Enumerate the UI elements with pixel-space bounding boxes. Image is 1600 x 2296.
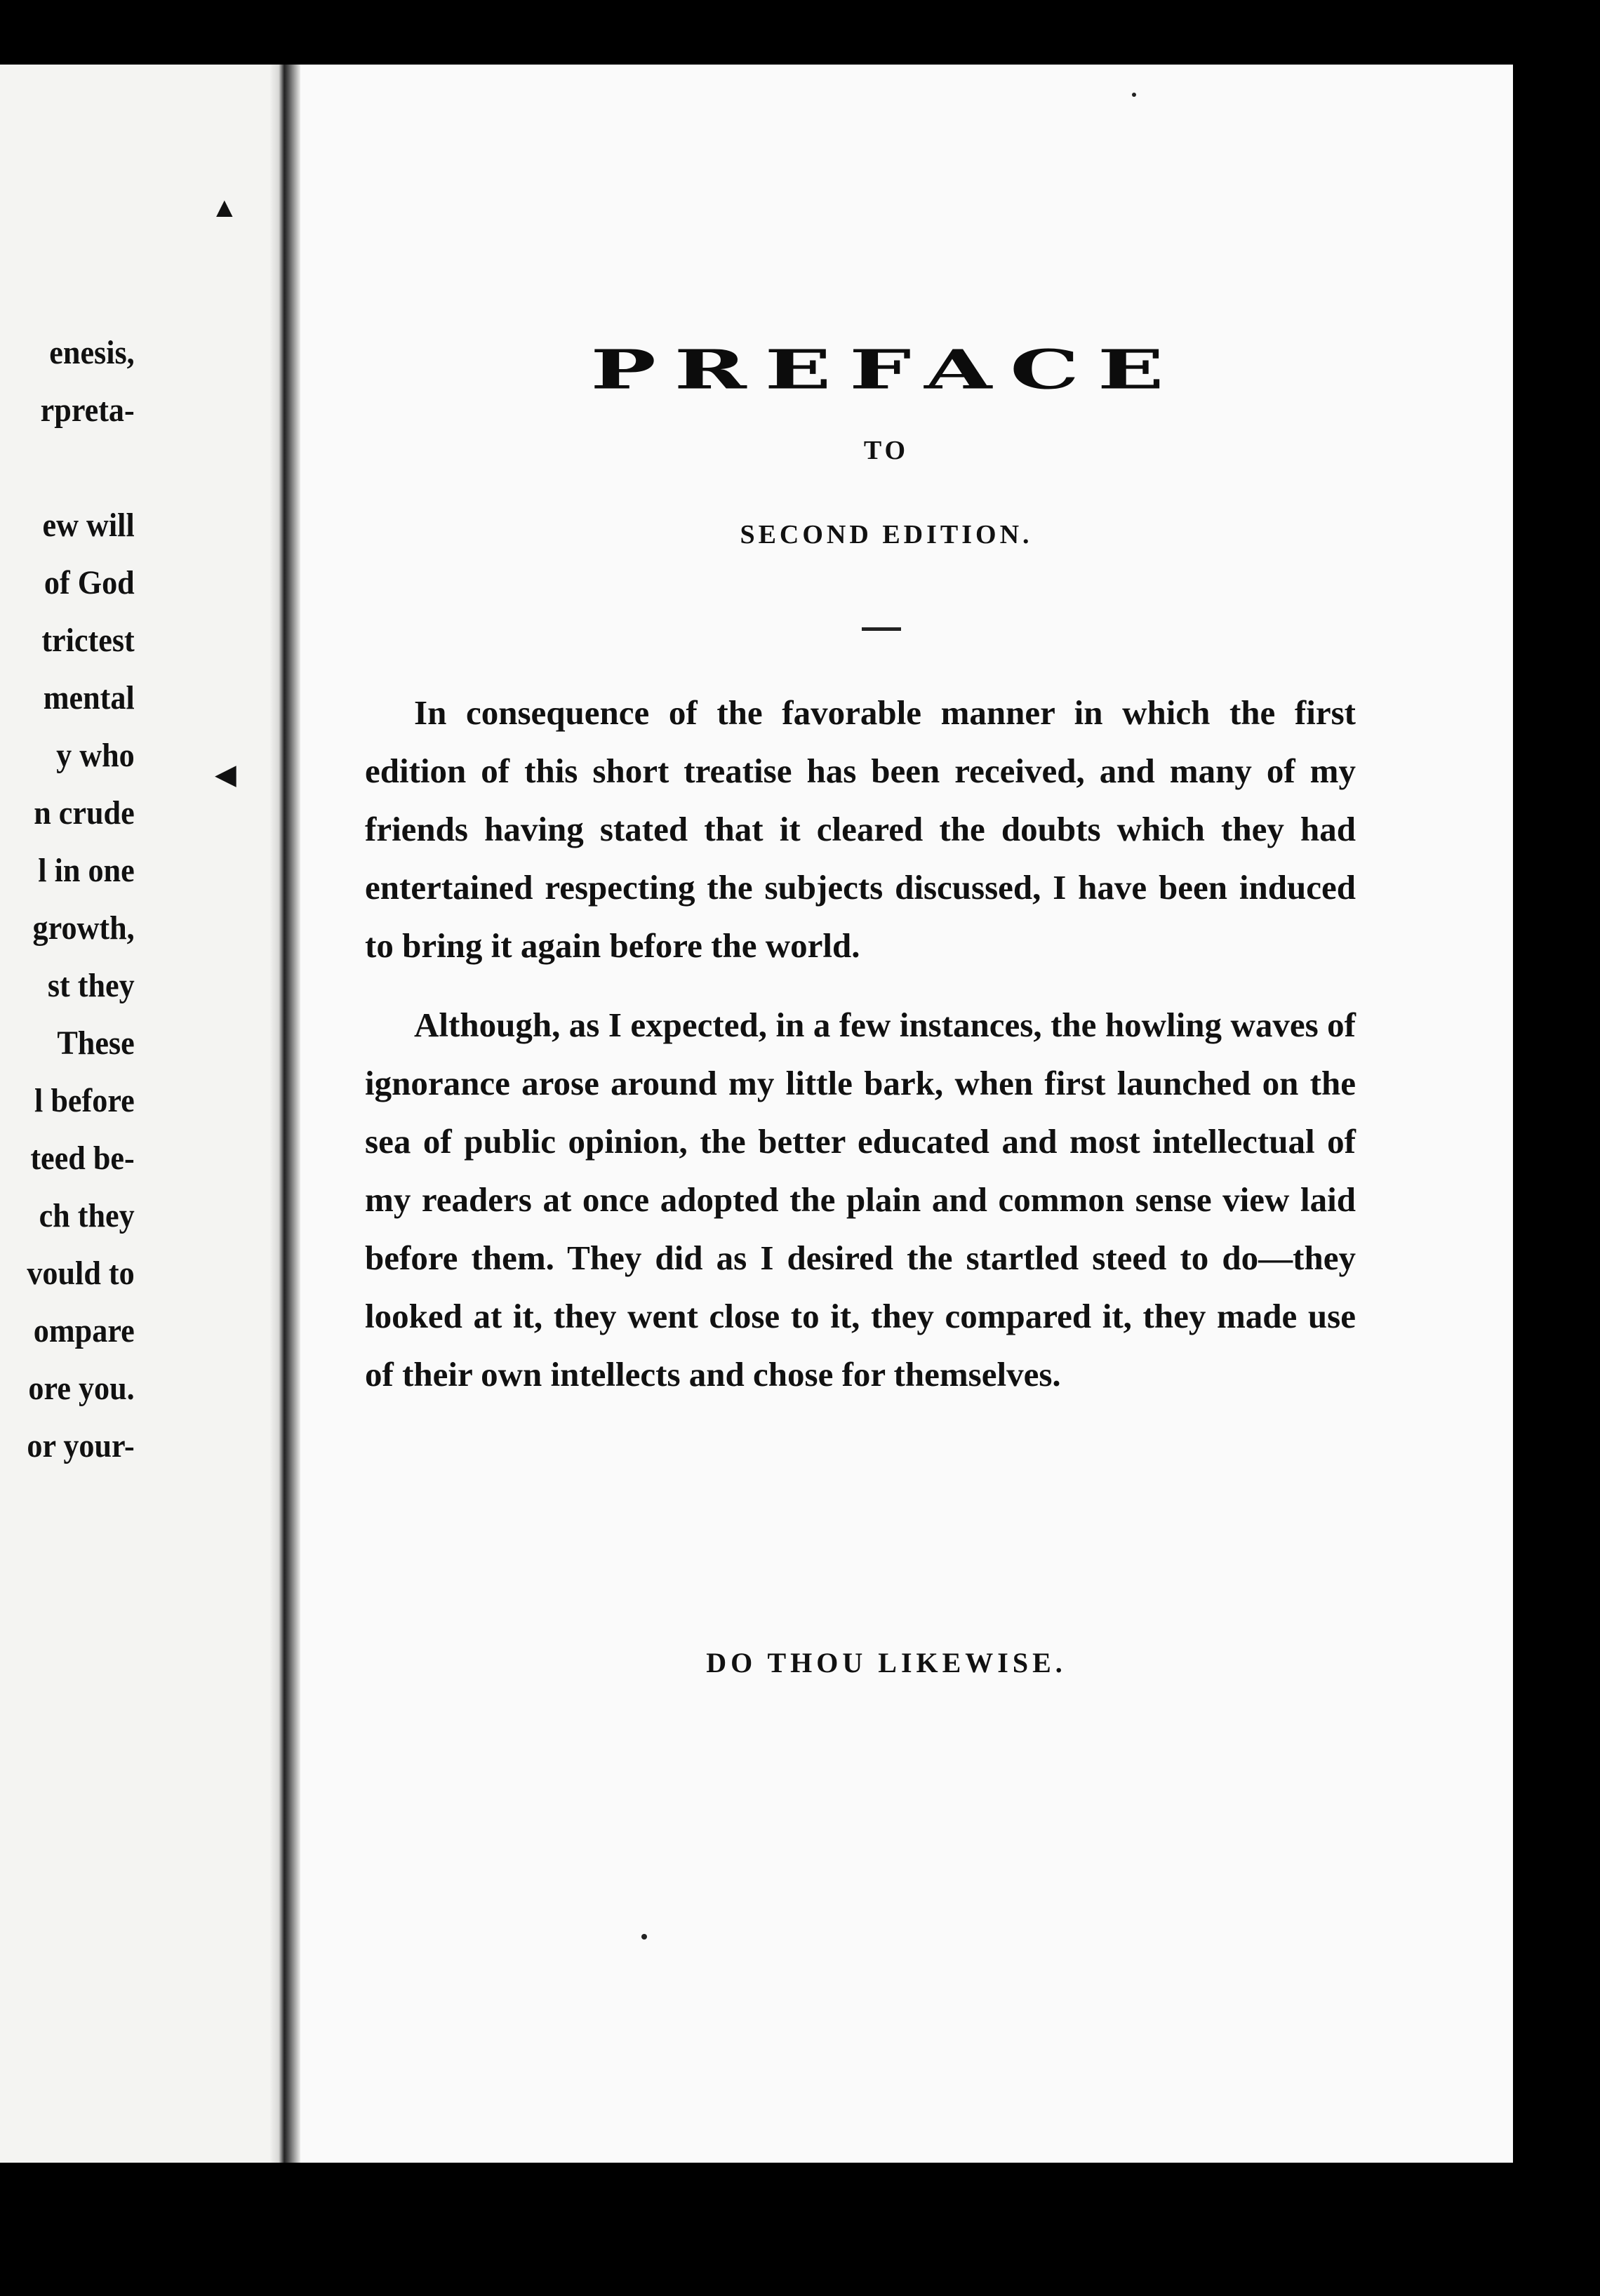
left-line: ch they (39, 1197, 135, 1234)
left-line: ore you. (28, 1370, 135, 1407)
divider-rule (862, 627, 901, 631)
left-page-fragment (0, 65, 295, 2163)
left-line: rpreta- (40, 392, 135, 429)
paragraph: Although, as I expected, in a few instances, the howling waves of ignorance arose around my little bark, when first launched on the sea of public opinion, the better educated and most intellectual of my readers at once adopted the plain and common sense view laid before them. They did as I desired the startled steed to do—they looked at it, they went close to it, they compared it, they made use of their own intellects and chose for themselves. (365, 1006, 1356, 1394)
speck (1132, 93, 1136, 97)
left-line: st they (48, 967, 135, 1004)
left-line: teed be- (30, 1140, 135, 1177)
left-line: growth, (32, 909, 135, 947)
preface-page (300, 65, 1513, 2163)
paragraph: In consequence of the favorable manner in which the first edition of this short treatise has been received, and many of my friends having stated that it cleared the doubts which they had entertained respecting the subjects discussed, I have been induced to bring it again before the world. (365, 693, 1356, 965)
margin-arrow: ◀ (215, 759, 236, 790)
left-line: mental (43, 679, 135, 716)
subtitle-edition: SECOND EDITION. (740, 520, 1033, 549)
subtitle-to: TO (863, 436, 909, 465)
left-line: l in one (38, 852, 135, 889)
left-line: l before (34, 1082, 135, 1119)
left-line: of God (44, 564, 135, 601)
left-line: ompare (34, 1312, 135, 1349)
left-page-text (27, 324, 135, 1475)
book-gutter (269, 65, 300, 2163)
page-title: PREFACE (590, 338, 1182, 401)
left-line: n crude (34, 794, 135, 832)
left-line: trictest (41, 622, 135, 659)
left-line: enesis, (49, 334, 135, 371)
left-line: y who (56, 737, 135, 774)
margin-mark: ▲ (211, 192, 239, 223)
closing-line: DO THOU LIKEWISE. (706, 1647, 1067, 1678)
speck (641, 1934, 647, 1940)
left-line: or your- (27, 1427, 135, 1464)
left-line: These (57, 1024, 135, 1062)
left-line: vould to (27, 1255, 135, 1292)
left-line: ew will (42, 507, 135, 544)
preface-body (365, 683, 1356, 1424)
left-line (27, 439, 135, 497)
